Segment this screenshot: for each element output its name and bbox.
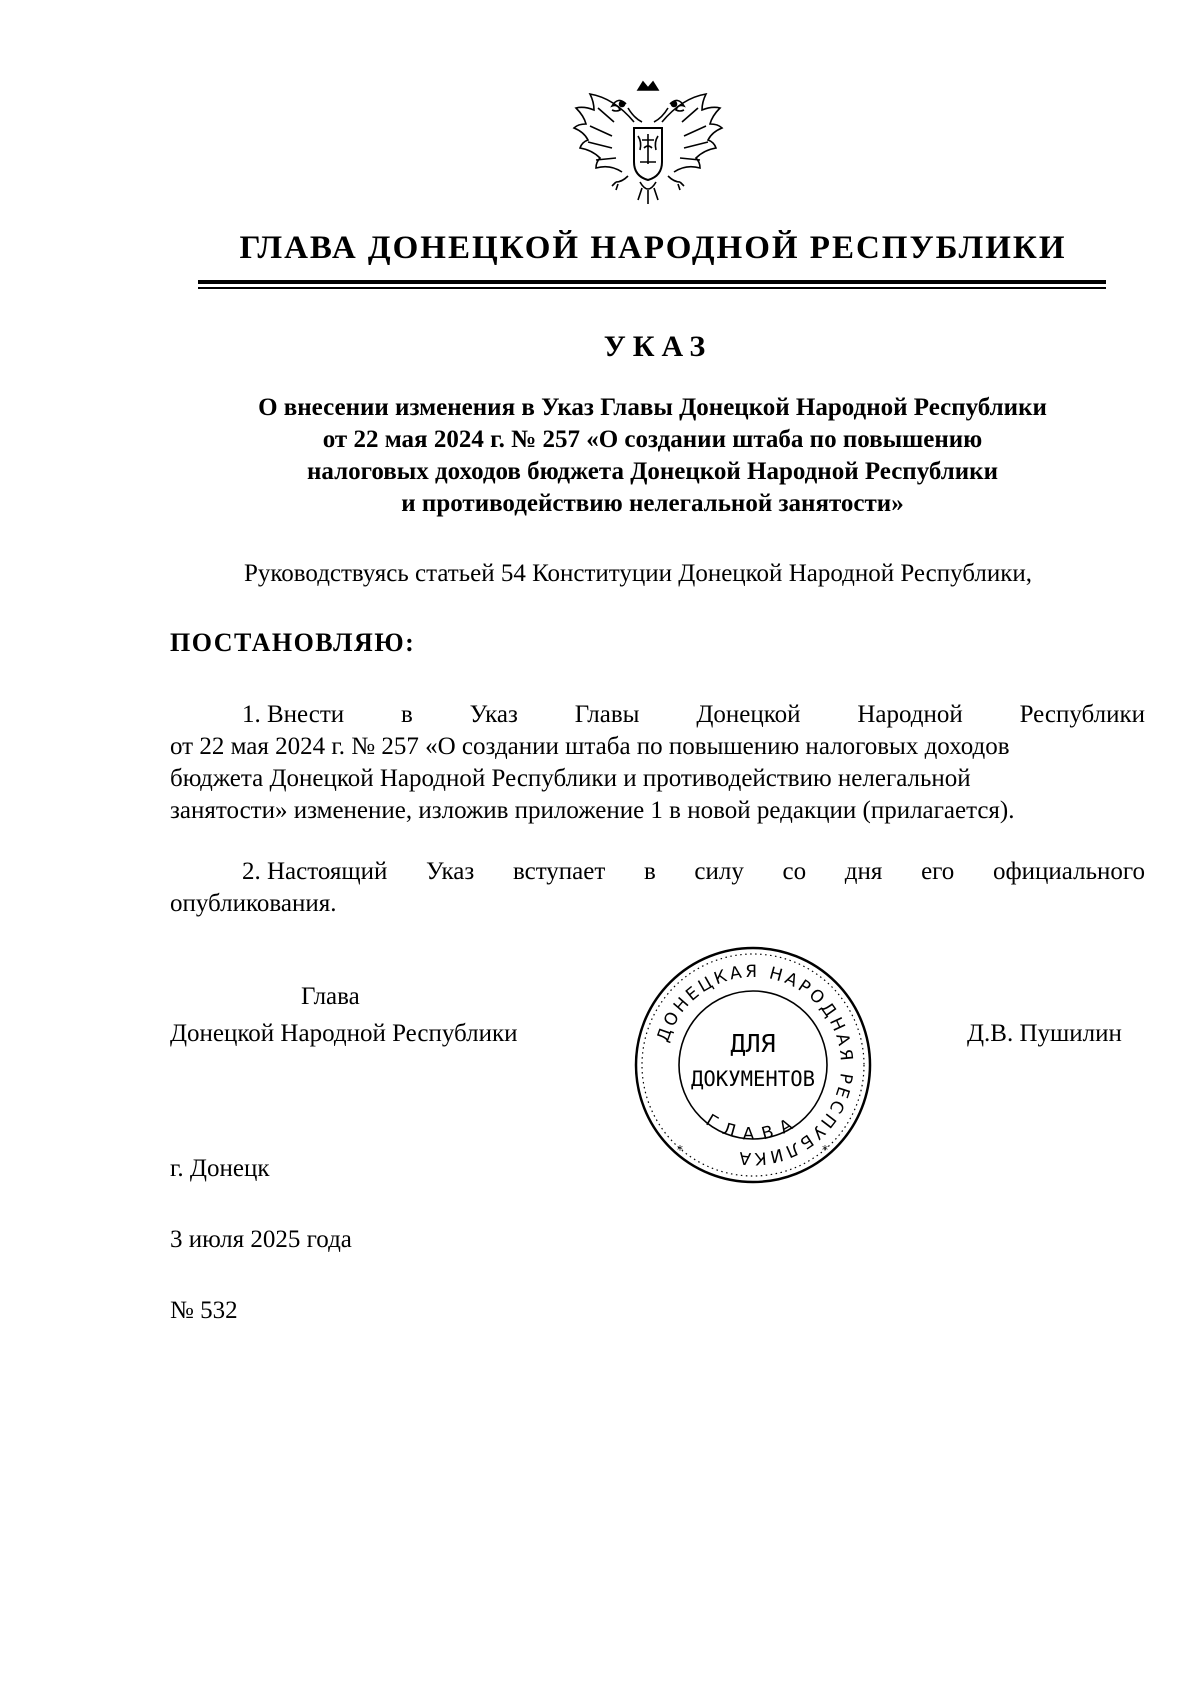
paragraph-word: Донецкой: [696, 701, 801, 728]
paragraph-word: 2. Настоящий: [242, 858, 388, 885]
preamble: Руководствуясь статьей 54 Конституции Донецкой Народной Республики,: [244, 560, 1033, 587]
document-number: № 532: [170, 1297, 238, 1324]
svg-text:*: *: [677, 1143, 683, 1157]
paragraph-word: Главы: [574, 701, 640, 728]
coat-of-arms-emblem-icon: [568, 78, 728, 220]
paragraph-word: Народной: [857, 701, 963, 728]
paragraph-word: вступает: [512, 858, 606, 885]
decree-subject-line: О внесении изменения в Указ Главы Донецкой Народной Республики: [258, 394, 1047, 421]
decree-subject-line: налоговых доходов бюджета Донецкой Народной Республики: [306, 458, 998, 485]
decree-subject: [160, 392, 1145, 520]
svg-text:*: *: [822, 1143, 828, 1157]
paragraph-line: занятости» изменение, изложив приложение 1 в новой редакции (прилагается).: [170, 797, 1015, 824]
signatory-title-line-1: Глава: [301, 983, 360, 1010]
paragraph-word: Указ: [469, 701, 518, 728]
signatory-title-line-2: Донецкой Народной Республики: [170, 1020, 518, 1047]
decree-paragraph-2: [170, 856, 1145, 920]
signatory-name: Д.В. Пушилин: [967, 1020, 1122, 1047]
decree-paragraph-1: [170, 699, 1145, 827]
paragraph-word: в: [643, 858, 656, 885]
paragraph-word: дня: [844, 858, 883, 885]
paragraph-word: официального: [992, 858, 1145, 885]
issue-place: г. Донецк: [170, 1155, 270, 1182]
header-rule-thick: [198, 280, 1106, 284]
paragraph-word: силу: [694, 858, 744, 885]
header-rule-thin: [198, 287, 1106, 289]
seal-center-line-1: ДЛЯ: [730, 1029, 776, 1058]
paragraph-line: бюджета Донецкой Народной Республики и противодействию нелегальной: [170, 765, 971, 792]
paragraph-first-line: [170, 856, 1145, 888]
issuer-title: ГЛАВА ДОНЕЦКОЙ НАРОДНОЙ РЕСПУБЛИКИ: [239, 230, 1067, 266]
decree-subject-line: от 22 мая 2024 г. № 257 «О создании штаба по повышению: [322, 426, 983, 453]
svg-text:ГЛАВА: [702, 1111, 804, 1145]
paragraph-word: Указ: [426, 858, 475, 885]
seal-outer-text: ДОНЕЦКАЯ НАРОДНАЯ РЕСПУБЛИКА: [653, 961, 857, 1169]
paragraph-word: Республики: [1019, 701, 1145, 728]
paragraph-line: опубликования.: [170, 890, 337, 917]
paragraph-word: 1. Внести: [242, 701, 345, 728]
seal-bottom-text: ГЛАВА: [702, 1110, 804, 1145]
issue-date: 3 июля 2025 года: [170, 1226, 352, 1253]
document-type-title: УКАЗ: [603, 330, 713, 363]
official-seal-stamp-icon: [632, 944, 874, 1186]
paragraph-first-line: [170, 699, 1145, 731]
resolve-heading: ПОСТАНОВЛЯЮ:: [170, 628, 416, 657]
paragraph-word: в: [401, 701, 413, 728]
seal-center-line-2: ДОКУМЕНТОВ: [691, 1067, 815, 1091]
paragraph-line: от 22 мая 2024 г. № 257 «О создании штаба по повышению налоговых доходов: [170, 733, 1010, 760]
paragraph-word: его: [921, 858, 955, 885]
paragraph-word: со: [782, 858, 807, 885]
decree-subject-line: и противодействию нелегальной занятости»: [401, 490, 904, 517]
